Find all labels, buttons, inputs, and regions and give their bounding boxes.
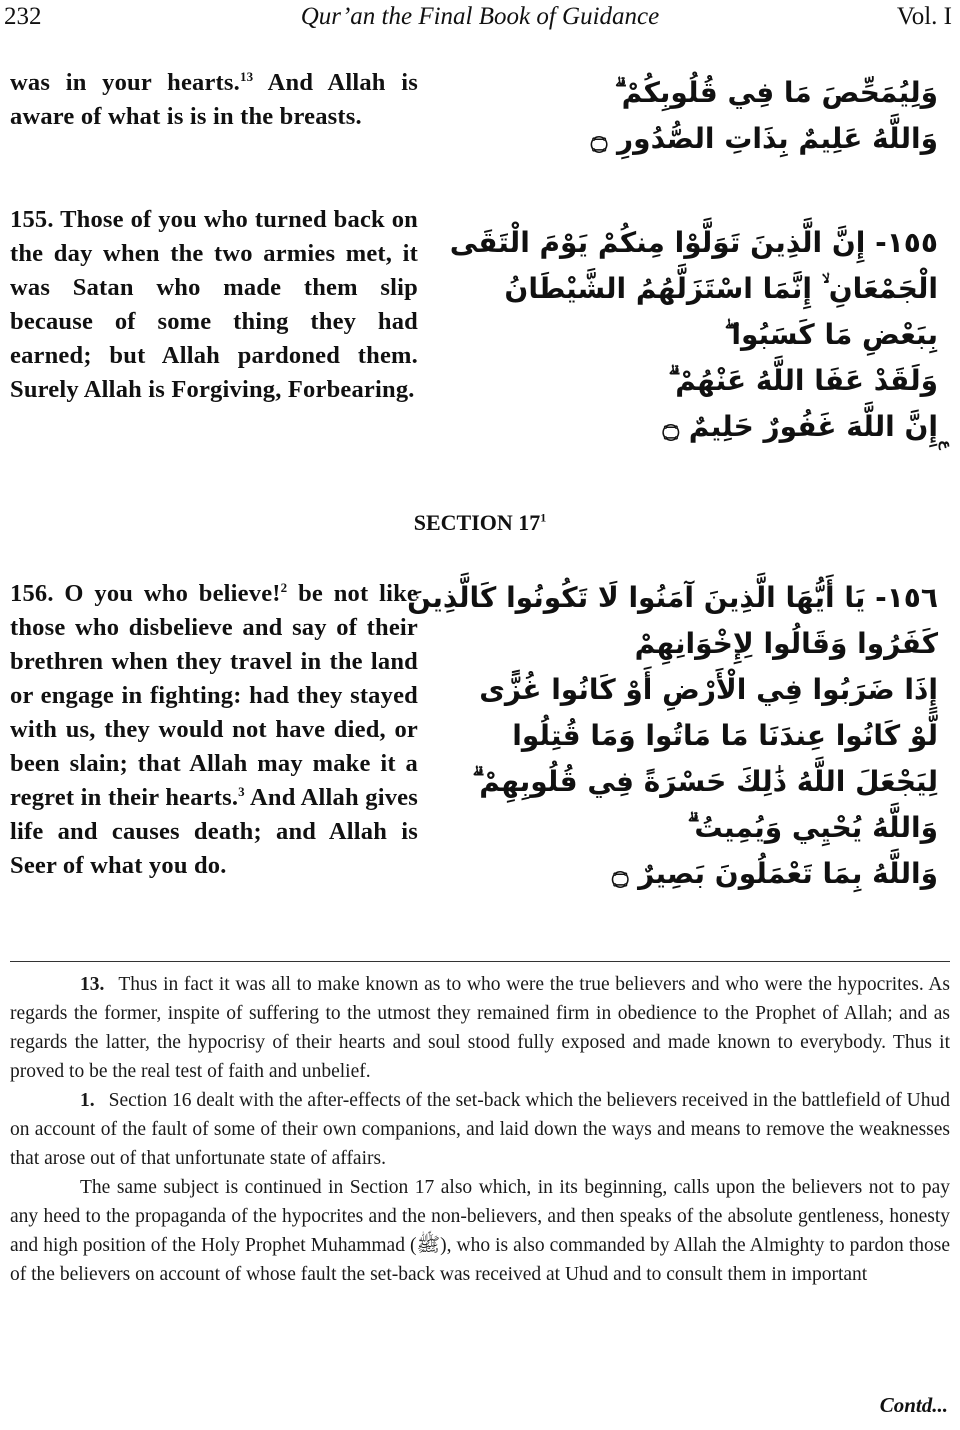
footnote-13 (10, 970, 950, 1086)
arabic-line: وَاللَّهُ يُحْيِي وَيُمِيتُ ۗ (687, 811, 938, 844)
arabic-line: بِبَعْضِ مَا كَسَبُوا ۖ (724, 318, 938, 351)
translation-verse-156 (10, 577, 418, 883)
arabic-line: لَّوْ كَانُوا عِندَنَا مَا مَاتُوا وَمَا قُتِلُوا (512, 719, 938, 752)
arabic-line: ١٥٦- يَا أَيُّهَا الَّذِينَ آمَنُوا لَا تَكُونُوا كَالَّذِينَ (407, 581, 938, 614)
volume-label: Vol. I (896, 3, 952, 30)
footnote-ref: 3 (238, 783, 245, 799)
footnote-ref: 2 (280, 579, 288, 595)
arabic-line: لِيَجْعَلَ اللَّهُ ذَٰلِكَ حَسْرَةً فِي قُلُوبِهِمْ ۗ (472, 765, 938, 798)
footnote-text: Section 16 dealt with the after-effects of the set-back which the believers received in the battlefield of Uhud on account of the fault of some of their own companions, and laid down the ways and means to remove the weaknesses that arose out of that unfortunate state of affairs. (10, 1090, 950, 1169)
translation-text: 156. O you who believe! (10, 580, 281, 607)
translation-text: And Allah gives life and causes death; and Allah is Seer of what you do. (10, 784, 418, 879)
arabic-line: وَاللَّهُ عَلِيمٌ بِذَاتِ الصُّدُورِ ۝ (590, 122, 938, 155)
translation-verse-155: 155. Those of you who turned back on the day when the two armies met, it was Satan who made them slip because of some thing they had earned; but Allah pardoned them. Surely Allah is Forgiving, Forbearing. (10, 206, 418, 403)
translation-text: be not like those who disbelieve and say of their brethren when they travel in the land or engage in fighting: had they stayed with us, they would not have died, or been slain; that Allah may make it a regret in their hearts. (10, 580, 418, 811)
arabic-line: إِنَّ اللَّهَ غَفُورٌ حَلِيمٌ ۝ (662, 410, 938, 443)
arabic-verse-156 (407, 575, 938, 897)
footnote-number: 1. (80, 1090, 95, 1111)
ruku-mark: ع (938, 440, 954, 450)
footnote-ref: 1 (540, 510, 547, 525)
arabic-verse-155 (449, 220, 938, 450)
arabic-verse-continued (468, 70, 938, 162)
footnote-ref: 13 (239, 68, 254, 84)
running-title: Qur’an the Final Book of Guidance (300, 3, 660, 30)
footnote-number: 13. (80, 974, 105, 995)
translation-text: was in your hearts. (10, 69, 240, 96)
arabic-line: وَلَقَدْ عَفَا اللَّهُ عَنْهُمْ ۗ (668, 364, 938, 397)
footnote-text: Thus in fact it was all to make known as to who were the true believers and who were the hypocrites. As regards the former, inspite of suffering to the utmost they remained firm in obedience to the Prophet of Allah; and as regards the latter, the hypocrisy of their hearts and soul stood fully exposed and made known to everybody. Thus it proved to be the real test of faith and unbelief. (10, 974, 950, 1082)
footnote-1 (10, 1086, 950, 1173)
arabic-line: كَفَرُوا وَقَالُوا لِإِخْوَانِهِمْ (634, 627, 938, 660)
continued-label: Contd... (879, 1393, 948, 1417)
footnote-divider (10, 961, 950, 962)
footnote-1-continued: The same subject is continued in Section 17 also which, in its beginning, calls upon the believers not to pay any heed to the propaganda of the hypocrites and the non-believers, and then speaks of the absolute gentleness, honesty and high position of the Holy Prophet Muhammad (ﷺ), who is also commanded by Allah the Almighty to pardon those of the believers on account of whose fault the set-back was received at Uhud and to consult them in important (10, 1177, 950, 1285)
arabic-line: وَاللَّهُ بِمَا تَعْمَلُونَ بَصِيرٌ ۝ (611, 857, 938, 890)
arabic-line: ١٥٥- إِنَّ الَّذِينَ تَوَلَّوْا مِنكُمْ يَوْمَ الْتَقَى (449, 226, 938, 259)
page-number: 232 (4, 3, 42, 30)
translation-text: And Allah is aware of what is is in the breasts. (10, 69, 418, 130)
section-label: SECTION 17 (413, 510, 541, 535)
section-heading (0, 510, 960, 536)
arabic-line: وَلِيُمَحِّصَ مَا فِي قُلُوبِكُمْ ۗ (614, 76, 938, 109)
footnotes (10, 970, 950, 1289)
arabic-line: إِذَا ضَرَبُوا فِي الْأَرْضِ أَوْ كَانُوا غُزًّى (479, 673, 938, 706)
page-header (0, 0, 960, 40)
arabic-line: الْجَمْعَانِ ۙ إِنَّمَا اسْتَزَلَّهُمُ الشَّيْطَانُ (504, 272, 938, 305)
translation-continued (10, 66, 418, 134)
